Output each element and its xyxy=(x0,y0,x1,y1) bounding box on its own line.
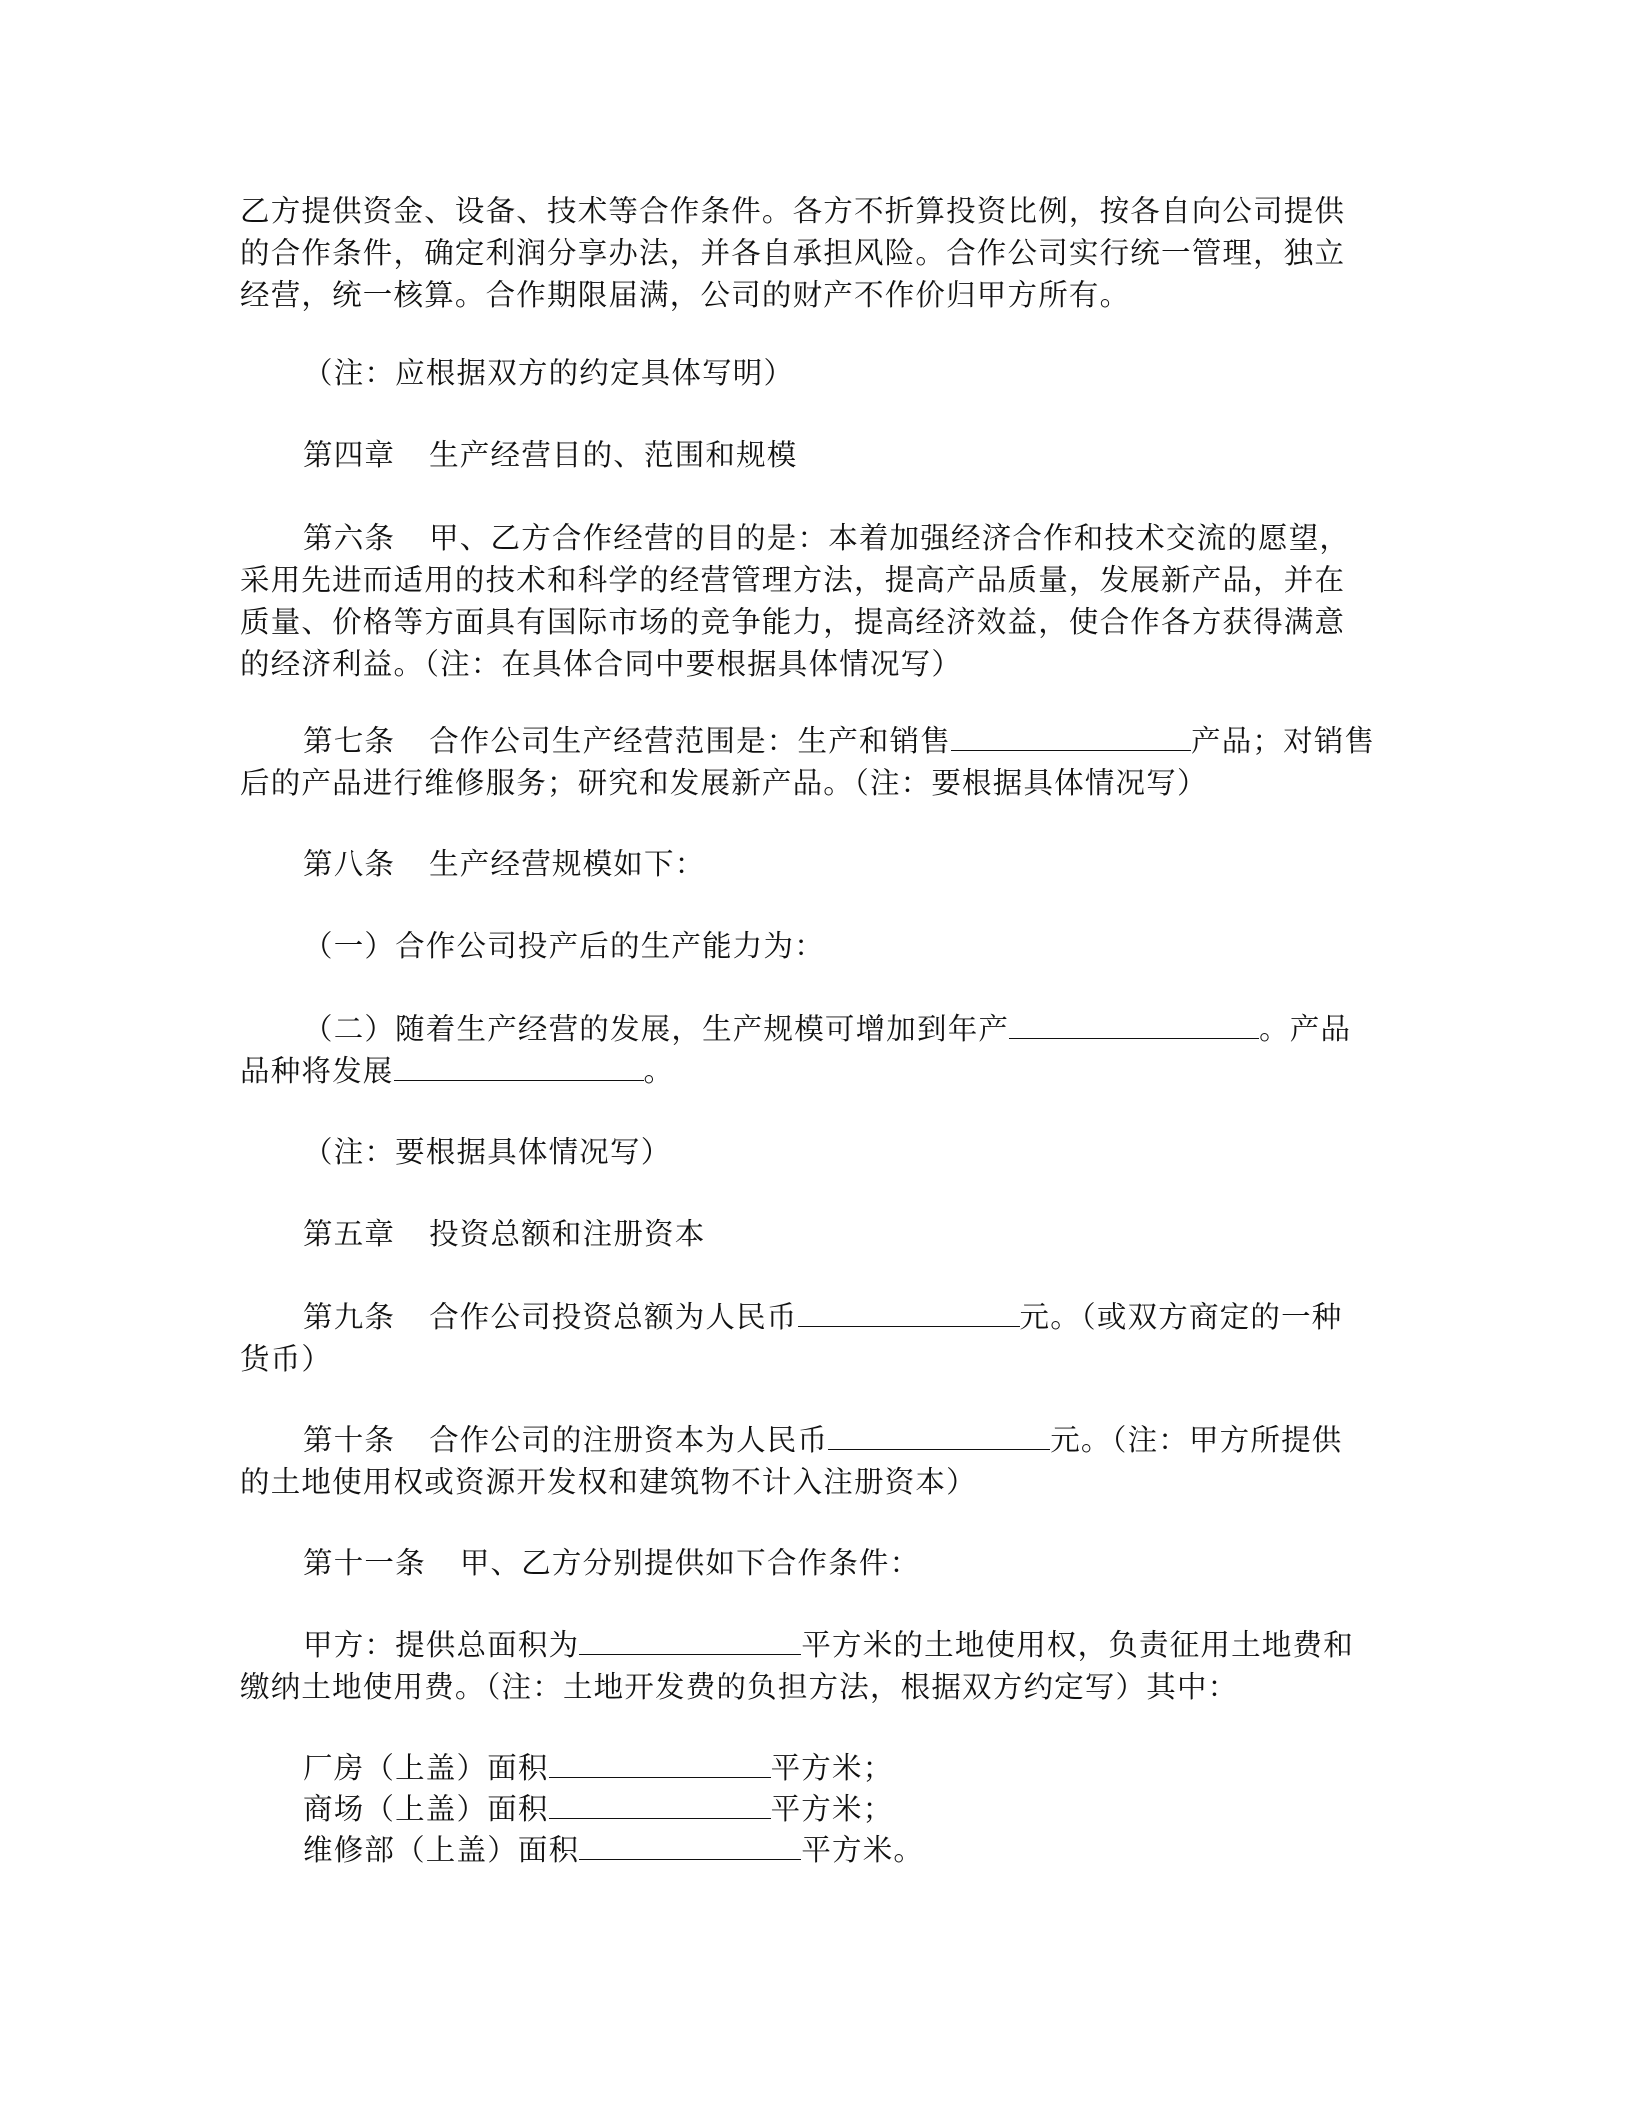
article-line xyxy=(240,843,1390,885)
article-paragraph xyxy=(240,1542,1390,1584)
area-unit: 平方米； xyxy=(770,1751,894,1785)
intro-line xyxy=(240,274,1390,316)
fill-in-blank xyxy=(549,1788,771,1819)
article-text: 甲、乙方合作经营的目的是：本着加强经济合作和技术交流的愿望， xyxy=(429,521,1351,555)
article-text: 甲、乙方分别提供如下合作条件： xyxy=(459,1546,921,1580)
list-item xyxy=(240,1008,1390,1092)
list-item-text: （二）随着生产经营的发展，生产规模可增加到年产 xyxy=(303,1012,1010,1046)
intro-line-text: 经营，统一核算。合作期限届满，公司的财产不作价归甲方所有。 xyxy=(240,278,1131,312)
note-paragraph xyxy=(240,352,1390,394)
fill-in-blank xyxy=(828,1419,1050,1450)
chapter-title: 生产经营目的、范围和规模 xyxy=(429,438,798,472)
article-line xyxy=(240,1296,1390,1338)
chapter-title: 投资总额和注册资本 xyxy=(429,1217,706,1251)
intro-line xyxy=(240,190,1390,232)
note-paragraph xyxy=(240,1131,1390,1173)
note-text: （注：应根据双方的约定具体写明） xyxy=(303,356,795,390)
fill-in-blank xyxy=(579,1624,801,1655)
area-label: 厂房（上盖）面积 xyxy=(303,1751,549,1785)
area-unit: 平方米； xyxy=(770,1792,894,1826)
fill-in-blank xyxy=(1009,1008,1259,1039)
chapter-heading-line xyxy=(240,1213,1390,1255)
list-item-text: 品种将发展 xyxy=(240,1054,394,1088)
chapter-heading xyxy=(240,1213,1390,1255)
party-a-paragraph xyxy=(240,1624,1390,1708)
intro-paragraph xyxy=(240,190,1390,316)
area-list xyxy=(240,1747,1390,1870)
note-text: （注：要根据具体情况写） xyxy=(303,1135,672,1169)
article-text: 元。（或双方商定的一种 xyxy=(1019,1300,1343,1334)
article-line xyxy=(240,1419,1390,1461)
article-line xyxy=(240,517,1390,559)
list-item-text: （一）合作公司投产后的生产能力为： xyxy=(303,929,825,963)
area-label: 商场（上盖）面积 xyxy=(303,1792,549,1826)
article-line: 货币） xyxy=(240,1342,333,1376)
article-number: 第八条 xyxy=(303,847,396,881)
list-item-text: 。产品 xyxy=(1259,1012,1352,1046)
chapter-heading-line xyxy=(240,434,1390,476)
area-label: 维修部（上盖）面积 xyxy=(303,1833,580,1867)
area-item xyxy=(240,1829,1390,1870)
article-text: 合作公司生产经营范围是：生产和销售 xyxy=(429,724,952,758)
party-a-line: 缴纳土地使用费。（注：土地开发费的负担方法，根据双方约定写）其中： xyxy=(240,1670,1239,1704)
article-number: 第十一条 xyxy=(303,1546,426,1580)
article-text: 合作公司的注册资本为人民币 xyxy=(429,1423,829,1457)
area-item xyxy=(240,1788,1390,1829)
area-item xyxy=(240,1747,1390,1788)
list-item-line xyxy=(240,1008,1390,1050)
fill-in-blank xyxy=(951,720,1191,751)
list-item xyxy=(240,925,1390,967)
party-a-line xyxy=(240,1624,1390,1666)
article-text: 生产经营规模如下： xyxy=(429,847,706,881)
article-line: 的土地使用权或资源开发权和建筑物不计入注册资本） xyxy=(240,1465,977,1499)
fill-in-blank xyxy=(579,1829,801,1860)
article-line: 的经济利益。（注：在具体合同中要根据具体情况写） xyxy=(240,647,963,681)
intro-line xyxy=(240,232,1390,274)
article-line: 后的产品进行维修服务；研究和发展新产品。（注：要根据具体情况写） xyxy=(240,766,1208,800)
article-number: 第十条 xyxy=(303,1423,396,1457)
article-line xyxy=(240,720,1390,762)
article-line: 质量、价格等方面具有国际市场的竞争能力，提高经济效益，使合作各方获得满意 xyxy=(240,605,1346,639)
article-text: 元。（注：甲方所提供 xyxy=(1050,1423,1343,1457)
chapter-number: 第五章 xyxy=(303,1217,396,1251)
article-text: 产品；对销售 xyxy=(1191,724,1376,758)
area-unit: 平方米。 xyxy=(801,1833,925,1867)
article-number: 第七条 xyxy=(303,724,396,758)
fill-in-blank xyxy=(798,1296,1020,1327)
article-paragraph xyxy=(240,517,1390,685)
intro-line-text: 的合作条件，确定利润分享办法，并各自承担风险。合作公司实行统一管理，独立 xyxy=(240,236,1346,270)
article-line xyxy=(240,1542,1390,1584)
article-number: 第九条 xyxy=(303,1300,396,1334)
party-a-text: 平方米的土地使用权，负责征用土地费和 xyxy=(801,1628,1354,1662)
list-item-text: 。 xyxy=(643,1054,675,1088)
fill-in-blank xyxy=(549,1747,771,1778)
article-text: 合作公司投资总额为人民币 xyxy=(429,1300,798,1334)
party-a-text: 甲方：提供总面积为 xyxy=(303,1628,580,1662)
chapter-number: 第四章 xyxy=(303,438,396,472)
article-number: 第六条 xyxy=(303,521,396,555)
article-paragraph xyxy=(240,1296,1390,1380)
article-paragraph xyxy=(240,843,1390,885)
list-item-line xyxy=(240,1050,1390,1092)
chapter-heading xyxy=(240,434,1390,476)
article-paragraph xyxy=(240,720,1390,804)
article-paragraph xyxy=(240,1419,1390,1503)
article-line: 采用先进而适用的技术和科学的经营管理方法，提高产品质量，发展新产品，并在 xyxy=(240,563,1346,597)
intro-line-text: 乙方提供资金、设备、技术等合作条件。各方不折算投资比例，按各自向公司提供 xyxy=(240,194,1346,228)
fill-in-blank xyxy=(394,1050,644,1081)
